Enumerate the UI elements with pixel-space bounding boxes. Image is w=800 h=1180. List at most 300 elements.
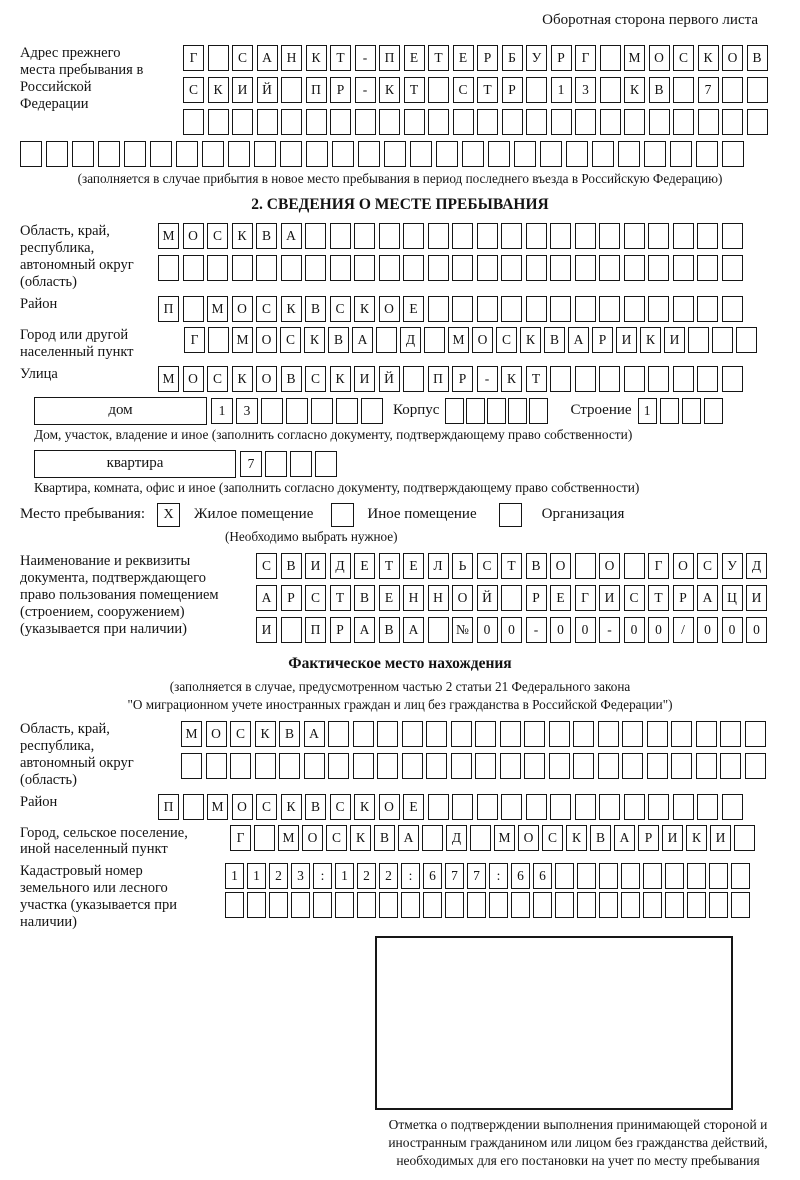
char-cell[interactable] <box>477 255 498 281</box>
char-cell[interactable] <box>575 296 596 322</box>
char-cell[interactable] <box>452 223 473 249</box>
char-cell[interactable]: М <box>181 721 202 747</box>
char-cell[interactable] <box>379 892 398 918</box>
char-cell[interactable]: С <box>477 553 498 579</box>
char-cell[interactable] <box>265 451 287 477</box>
char-cell[interactable]: К <box>281 794 302 820</box>
char-cell[interactable]: 1 <box>247 863 266 889</box>
char-cell[interactable]: 1 <box>335 863 354 889</box>
char-cell[interactable]: Е <box>403 553 424 579</box>
char-cell[interactable] <box>526 77 547 103</box>
char-cell[interactable] <box>150 141 172 167</box>
char-cell[interactable]: В <box>279 721 300 747</box>
char-cell[interactable]: К <box>255 721 276 747</box>
char-cell[interactable]: Г <box>184 327 205 353</box>
char-cell[interactable]: С <box>330 794 351 820</box>
char-cell[interactable]: С <box>624 585 645 611</box>
char-cell[interactable] <box>428 617 449 643</box>
char-cell[interactable]: В <box>374 825 395 851</box>
char-cell[interactable]: О <box>232 296 253 322</box>
char-cell[interactable] <box>445 398 464 424</box>
char-cell[interactable]: Р <box>452 366 473 392</box>
char-cell[interactable] <box>644 141 666 167</box>
char-cell[interactable]: С <box>207 366 228 392</box>
char-cell[interactable] <box>648 223 669 249</box>
char-cell[interactable]: Н <box>428 585 449 611</box>
char-cell[interactable]: О <box>256 327 277 353</box>
char-cell[interactable]: П <box>379 45 400 71</box>
char-cell[interactable] <box>502 109 523 135</box>
char-cell[interactable]: С <box>256 794 277 820</box>
char-cell[interactable]: К <box>698 45 719 71</box>
char-cell[interactable]: Т <box>330 585 351 611</box>
char-cell[interactable] <box>734 825 755 851</box>
char-cell[interactable]: 3 <box>291 863 310 889</box>
char-cell[interactable] <box>354 223 375 249</box>
char-cell[interactable]: Р <box>592 327 613 353</box>
char-cell[interactable] <box>618 141 640 167</box>
char-cell[interactable]: К <box>354 794 375 820</box>
char-cell[interactable] <box>688 327 709 353</box>
char-cell[interactable]: Й <box>477 585 498 611</box>
char-cell[interactable]: С <box>183 77 204 103</box>
char-cell[interactable]: В <box>305 794 326 820</box>
char-cell[interactable] <box>508 398 527 424</box>
char-cell[interactable]: К <box>306 45 327 71</box>
char-cell[interactable] <box>622 721 643 747</box>
char-cell[interactable] <box>673 366 694 392</box>
char-cell[interactable] <box>357 892 376 918</box>
char-cell[interactable]: Г <box>183 45 204 71</box>
char-cell[interactable]: Г <box>230 825 251 851</box>
char-cell[interactable] <box>255 753 276 779</box>
char-cell[interactable] <box>575 255 596 281</box>
char-cell[interactable] <box>403 223 424 249</box>
char-cell[interactable] <box>279 753 300 779</box>
char-cell[interactable] <box>643 863 662 889</box>
char-cell[interactable] <box>436 141 458 167</box>
char-cell[interactable] <box>428 223 449 249</box>
char-cell[interactable] <box>305 223 326 249</box>
char-cell[interactable]: И <box>664 327 685 353</box>
char-cell[interactable] <box>207 255 228 281</box>
char-cell[interactable] <box>598 753 619 779</box>
char-cell[interactable] <box>281 617 302 643</box>
char-cell[interactable]: А <box>304 721 325 747</box>
char-cell[interactable]: Т <box>526 366 547 392</box>
char-cell[interactable] <box>428 77 449 103</box>
char-cell[interactable] <box>428 296 449 322</box>
char-cell[interactable]: О <box>232 794 253 820</box>
char-cell[interactable]: К <box>208 77 229 103</box>
char-cell[interactable] <box>410 141 432 167</box>
char-cell[interactable] <box>665 892 684 918</box>
char-cell[interactable] <box>599 863 618 889</box>
char-cell[interactable] <box>709 892 728 918</box>
char-cell[interactable]: 2 <box>357 863 376 889</box>
char-cell[interactable] <box>501 223 522 249</box>
char-cell[interactable] <box>745 721 766 747</box>
char-cell[interactable]: И <box>354 366 375 392</box>
char-cell[interactable]: Т <box>477 77 498 103</box>
char-cell[interactable] <box>550 296 571 322</box>
char-cell[interactable]: 7 <box>467 863 486 889</box>
char-cell[interactable]: У <box>722 553 743 579</box>
char-cell[interactable] <box>722 223 743 249</box>
char-cell[interactable]: 0 <box>746 617 767 643</box>
char-cell[interactable] <box>304 753 325 779</box>
char-cell[interactable]: М <box>448 327 469 353</box>
char-cell[interactable]: 1 <box>211 398 233 424</box>
char-cell[interactable] <box>697 255 718 281</box>
char-cell[interactable] <box>501 296 522 322</box>
char-cell[interactable]: А <box>257 45 278 71</box>
char-cell[interactable]: : <box>313 863 332 889</box>
char-cell[interactable] <box>181 753 202 779</box>
char-cell[interactable] <box>511 892 530 918</box>
char-cell[interactable] <box>379 255 400 281</box>
char-cell[interactable] <box>648 296 669 322</box>
char-cell[interactable]: 3 <box>575 77 596 103</box>
char-cell[interactable] <box>358 141 380 167</box>
char-cell[interactable] <box>384 141 406 167</box>
char-cell[interactable] <box>697 794 718 820</box>
char-cell[interactable] <box>673 109 694 135</box>
char-cell[interactable] <box>526 223 547 249</box>
char-cell[interactable] <box>745 753 766 779</box>
char-cell[interactable] <box>20 141 42 167</box>
char-cell[interactable] <box>281 109 302 135</box>
char-cell[interactable]: - <box>477 366 498 392</box>
char-cell[interactable] <box>254 141 276 167</box>
char-cell[interactable] <box>176 141 198 167</box>
char-cell[interactable] <box>426 721 447 747</box>
char-cell[interactable] <box>247 892 266 918</box>
char-cell[interactable]: Н <box>281 45 302 71</box>
char-cell[interactable] <box>731 892 750 918</box>
char-cell[interactable]: П <box>158 794 179 820</box>
char-cell[interactable] <box>404 109 425 135</box>
char-cell[interactable] <box>722 255 743 281</box>
char-cell[interactable]: Е <box>550 585 571 611</box>
char-cell[interactable] <box>290 451 312 477</box>
char-cell[interactable] <box>335 892 354 918</box>
char-cell[interactable] <box>533 892 552 918</box>
char-cell[interactable] <box>330 109 351 135</box>
char-cell[interactable] <box>712 327 733 353</box>
char-cell[interactable] <box>330 223 351 249</box>
char-cell[interactable] <box>183 109 204 135</box>
char-cell[interactable]: К <box>232 366 253 392</box>
char-cell[interactable] <box>328 721 349 747</box>
char-cell[interactable]: О <box>206 721 227 747</box>
char-cell[interactable] <box>183 255 204 281</box>
char-cell[interactable]: В <box>379 617 400 643</box>
char-cell[interactable] <box>621 892 640 918</box>
char-cell[interactable] <box>426 753 447 779</box>
char-cell[interactable]: Е <box>403 794 424 820</box>
char-cell[interactable] <box>624 553 645 579</box>
char-cell[interactable] <box>647 721 668 747</box>
char-cell[interactable]: К <box>520 327 541 353</box>
char-cell[interactable] <box>451 721 472 747</box>
char-cell[interactable] <box>529 398 548 424</box>
char-cell[interactable]: С <box>305 585 326 611</box>
char-cell[interactable]: А <box>354 617 375 643</box>
char-cell[interactable] <box>648 366 669 392</box>
char-cell[interactable] <box>261 398 283 424</box>
char-cell[interactable]: К <box>350 825 371 851</box>
char-cell[interactable] <box>257 109 278 135</box>
char-cell[interactable]: В <box>544 327 565 353</box>
char-cell[interactable] <box>46 141 68 167</box>
char-cell[interactable]: : <box>401 863 420 889</box>
char-cell[interactable] <box>575 223 596 249</box>
char-cell[interactable] <box>452 296 473 322</box>
char-cell[interactable]: К <box>686 825 707 851</box>
char-cell[interactable]: № <box>452 617 473 643</box>
char-cell[interactable] <box>540 141 562 167</box>
char-cell[interactable] <box>599 794 620 820</box>
char-cell[interactable]: С <box>542 825 563 851</box>
char-cell[interactable] <box>550 366 571 392</box>
char-cell[interactable]: Т <box>648 585 669 611</box>
char-cell[interactable] <box>477 109 498 135</box>
char-cell[interactable]: О <box>452 585 473 611</box>
char-cell[interactable] <box>577 892 596 918</box>
char-cell[interactable] <box>722 296 743 322</box>
char-cell[interactable]: Т <box>330 45 351 71</box>
char-cell[interactable]: Ц <box>722 585 743 611</box>
char-cell[interactable] <box>428 794 449 820</box>
char-cell[interactable] <box>475 721 496 747</box>
char-cell[interactable]: А <box>403 617 424 643</box>
char-cell[interactable] <box>600 45 621 71</box>
char-cell[interactable] <box>673 255 694 281</box>
char-cell[interactable]: О <box>183 223 204 249</box>
char-cell[interactable] <box>709 863 728 889</box>
char-cell[interactable] <box>682 398 701 424</box>
char-cell[interactable] <box>208 45 229 71</box>
char-cell[interactable]: И <box>710 825 731 851</box>
char-cell[interactable]: Й <box>257 77 278 103</box>
char-cell[interactable] <box>401 892 420 918</box>
char-cell[interactable] <box>467 892 486 918</box>
char-cell[interactable] <box>643 892 662 918</box>
char-cell[interactable] <box>524 753 545 779</box>
char-cell[interactable]: С <box>673 45 694 71</box>
char-cell[interactable]: Г <box>575 585 596 611</box>
char-cell[interactable] <box>225 892 244 918</box>
char-cell[interactable] <box>228 141 250 167</box>
char-cell[interactable]: В <box>281 553 302 579</box>
char-cell[interactable] <box>697 296 718 322</box>
char-cell[interactable] <box>330 255 351 281</box>
char-cell[interactable]: Р <box>477 45 498 71</box>
char-cell[interactable]: А <box>697 585 718 611</box>
char-cell[interactable] <box>466 398 485 424</box>
char-cell[interactable] <box>376 327 397 353</box>
char-cell[interactable]: П <box>306 77 327 103</box>
char-cell[interactable]: Ь <box>452 553 473 579</box>
checkbox-organization[interactable] <box>499 503 522 527</box>
char-cell[interactable] <box>488 141 510 167</box>
char-cell[interactable] <box>501 255 522 281</box>
char-cell[interactable] <box>254 825 275 851</box>
char-cell[interactable] <box>549 721 570 747</box>
char-cell[interactable]: Л <box>428 553 449 579</box>
char-cell[interactable] <box>501 585 522 611</box>
char-cell[interactable]: О <box>379 794 400 820</box>
char-cell[interactable] <box>526 794 547 820</box>
char-cell[interactable] <box>353 721 374 747</box>
char-cell[interactable]: 1 <box>638 398 657 424</box>
char-cell[interactable]: Р <box>551 45 572 71</box>
char-cell[interactable] <box>550 223 571 249</box>
char-cell[interactable]: 6 <box>423 863 442 889</box>
checkbox-other-premises[interactable] <box>331 503 354 527</box>
char-cell[interactable] <box>687 892 706 918</box>
char-cell[interactable]: Й <box>379 366 400 392</box>
char-cell[interactable] <box>424 327 445 353</box>
char-cell[interactable] <box>158 255 179 281</box>
char-cell[interactable] <box>379 223 400 249</box>
char-cell[interactable] <box>722 77 743 103</box>
char-cell[interactable] <box>598 721 619 747</box>
char-cell[interactable]: / <box>673 617 694 643</box>
char-cell[interactable]: М <box>207 296 228 322</box>
char-cell[interactable]: К <box>379 77 400 103</box>
char-cell[interactable] <box>671 753 692 779</box>
char-cell[interactable] <box>306 109 327 135</box>
char-cell[interactable]: Е <box>379 585 400 611</box>
char-cell[interactable] <box>230 753 251 779</box>
char-cell[interactable]: А <box>352 327 373 353</box>
char-cell[interactable]: У <box>526 45 547 71</box>
char-cell[interactable]: 0 <box>575 617 596 643</box>
char-cell[interactable]: М <box>494 825 515 851</box>
char-cell[interactable]: Т <box>404 77 425 103</box>
char-cell[interactable]: В <box>747 45 768 71</box>
char-cell[interactable]: 0 <box>697 617 718 643</box>
char-cell[interactable]: Р <box>638 825 659 851</box>
char-cell[interactable]: К <box>624 77 645 103</box>
char-cell[interactable] <box>624 296 645 322</box>
char-cell[interactable]: 7 <box>445 863 464 889</box>
char-cell[interactable] <box>697 366 718 392</box>
char-cell[interactable]: С <box>453 77 474 103</box>
char-cell[interactable]: 7 <box>698 77 719 103</box>
char-cell[interactable]: В <box>649 77 670 103</box>
char-cell[interactable] <box>720 721 741 747</box>
char-cell[interactable] <box>256 255 277 281</box>
char-cell[interactable]: В <box>256 223 277 249</box>
char-cell[interactable] <box>281 77 302 103</box>
char-cell[interactable] <box>550 794 571 820</box>
char-cell[interactable] <box>747 77 768 103</box>
char-cell[interactable]: - <box>355 77 376 103</box>
char-cell[interactable]: И <box>305 553 326 579</box>
char-cell[interactable]: О <box>673 553 694 579</box>
char-cell[interactable] <box>747 109 768 135</box>
char-cell[interactable]: Е <box>403 296 424 322</box>
char-cell[interactable]: Д <box>330 553 351 579</box>
char-cell[interactable]: К <box>304 327 325 353</box>
char-cell[interactable] <box>697 223 718 249</box>
apartment-type-box[interactable]: квартира <box>34 450 236 478</box>
char-cell[interactable]: В <box>281 366 302 392</box>
char-cell[interactable]: - <box>599 617 620 643</box>
char-cell[interactable]: П <box>428 366 449 392</box>
char-cell[interactable] <box>470 825 491 851</box>
char-cell[interactable]: К <box>501 366 522 392</box>
char-cell[interactable]: Р <box>330 77 351 103</box>
char-cell[interactable]: О <box>302 825 323 851</box>
char-cell[interactable]: Д <box>446 825 467 851</box>
char-cell[interactable] <box>555 863 574 889</box>
char-cell[interactable] <box>573 753 594 779</box>
char-cell[interactable]: Е <box>453 45 474 71</box>
char-cell[interactable]: Р <box>502 77 523 103</box>
char-cell[interactable]: С <box>256 296 277 322</box>
char-cell[interactable] <box>673 77 694 103</box>
char-cell[interactable] <box>600 77 621 103</box>
char-cell[interactable]: 2 <box>269 863 288 889</box>
char-cell[interactable]: Т <box>379 553 400 579</box>
char-cell[interactable] <box>665 863 684 889</box>
char-cell[interactable]: А <box>256 585 277 611</box>
char-cell[interactable] <box>575 366 596 392</box>
char-cell[interactable] <box>403 366 424 392</box>
char-cell[interactable] <box>673 296 694 322</box>
char-cell[interactable]: О <box>599 553 620 579</box>
char-cell[interactable]: К <box>640 327 661 353</box>
char-cell[interactable]: И <box>616 327 637 353</box>
char-cell[interactable] <box>202 141 224 167</box>
char-cell[interactable] <box>422 825 443 851</box>
char-cell[interactable] <box>402 753 423 779</box>
char-cell[interactable]: В <box>328 327 349 353</box>
char-cell[interactable] <box>514 141 536 167</box>
char-cell[interactable] <box>428 109 449 135</box>
char-cell[interactable] <box>208 109 229 135</box>
char-cell[interactable]: - <box>526 617 547 643</box>
char-cell[interactable]: О <box>550 553 571 579</box>
char-cell[interactable] <box>622 753 643 779</box>
char-cell[interactable]: 2 <box>379 863 398 889</box>
char-cell[interactable]: И <box>232 77 253 103</box>
char-cell[interactable] <box>670 141 692 167</box>
char-cell[interactable] <box>281 255 302 281</box>
char-cell[interactable] <box>592 141 614 167</box>
char-cell[interactable] <box>575 794 596 820</box>
char-cell[interactable] <box>286 398 308 424</box>
char-cell[interactable]: 6 <box>533 863 552 889</box>
char-cell[interactable]: К <box>281 296 302 322</box>
char-cell[interactable] <box>313 892 332 918</box>
char-cell[interactable] <box>550 255 571 281</box>
char-cell[interactable] <box>124 141 146 167</box>
char-cell[interactable]: П <box>305 617 326 643</box>
char-cell[interactable]: Н <box>403 585 424 611</box>
char-cell[interactable]: : <box>489 863 508 889</box>
char-cell[interactable]: Д <box>400 327 421 353</box>
char-cell[interactable] <box>722 366 743 392</box>
char-cell[interactable] <box>451 753 472 779</box>
char-cell[interactable] <box>72 141 94 167</box>
char-cell[interactable] <box>722 109 743 135</box>
char-cell[interactable] <box>269 892 288 918</box>
